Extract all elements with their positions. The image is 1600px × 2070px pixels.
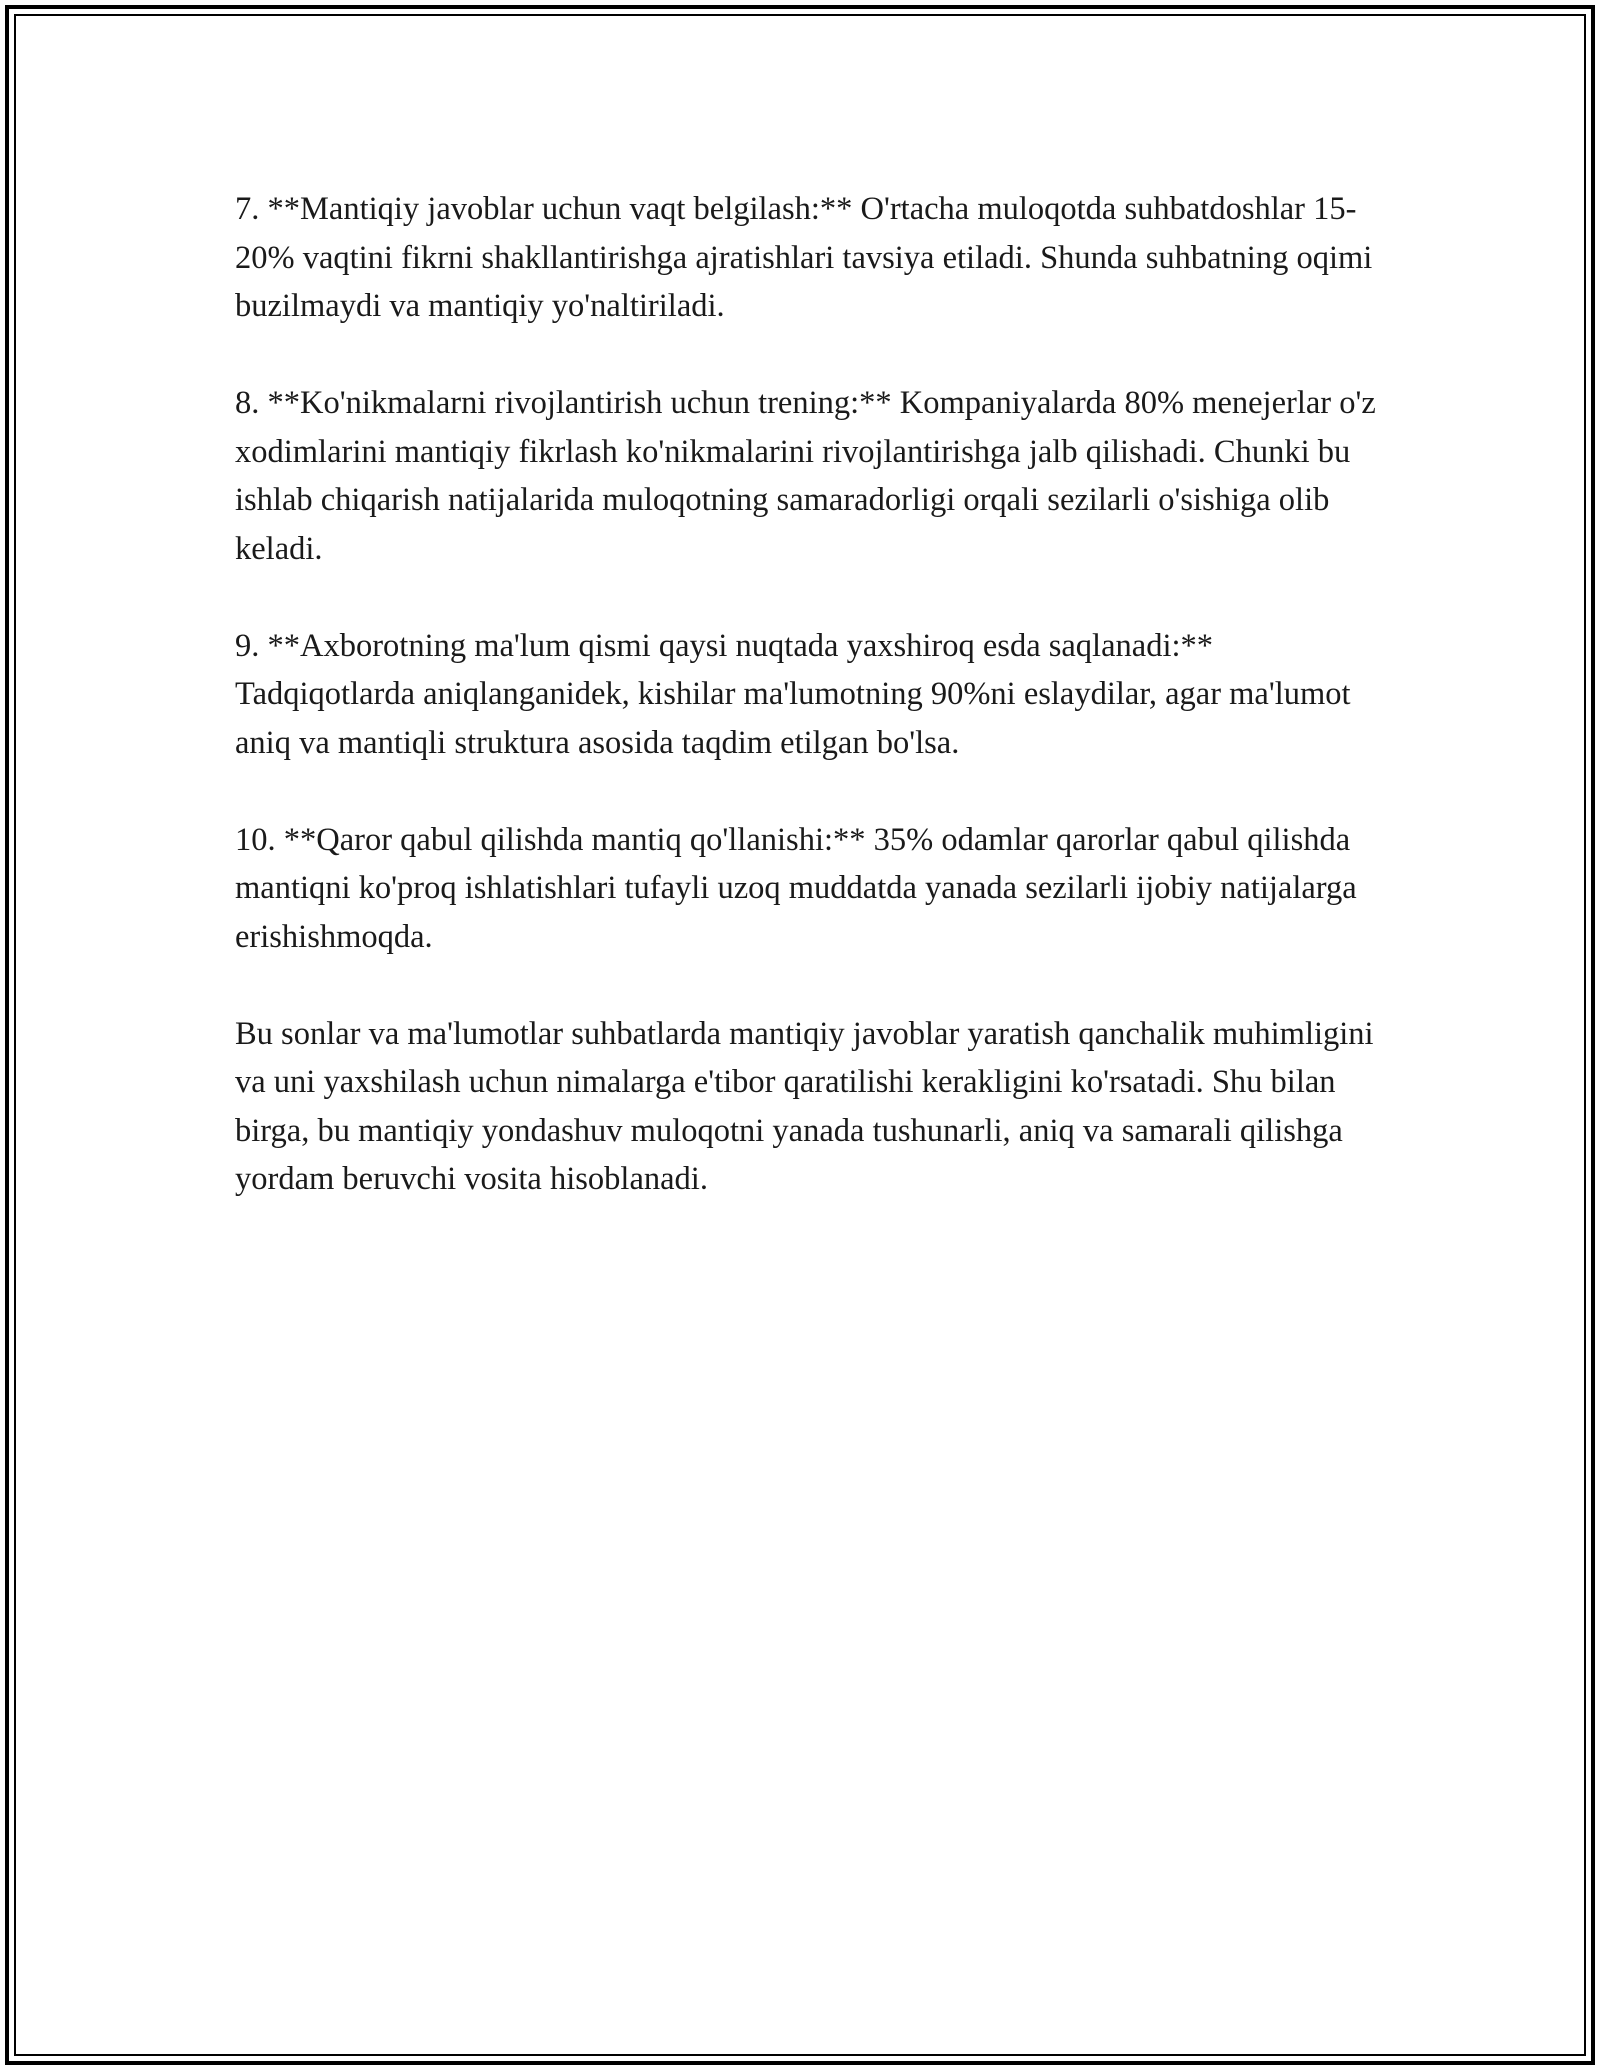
paragraph-item-10: 10. **Qaror qabul qilishda mantiq qo'llanishi:** 35% odamlar qarorlar qabul qilishda mantiqni ko'proq ishlatishlari tufayli uzoq muddatda yanada sezilarli ijobiy natijalarga erishishmoqda. [235, 821, 1357, 955]
paragraph-item-8: 8. **Ko'nikmalarni rivojlantirish uchun trening:** Kompaniyalarda 80% menejerlar o'z xodimlarini mantiqiy fikrlash ko'nikmalarini rivojlantirishga jalb qilishadi. Chunki bu ishlab chiqarish natijalarida muloqotning samaradorligi orqali sezilarli o'sishiga olib keladi. [235, 385, 1376, 567]
paragraph-item-7: 7. **Mantiqiy javoblar uchun vaqt belgilash:** O'rtacha muloqotda suhbatdoshlar 15-20% vaqtini fikrni shakllantirishga ajratishlari tavsiya etiladi. Shunda suhbatning oqimi buzilmaydi va mantiqiy yo'naltiriladi. [235, 191, 1373, 324]
paragraph-conclusion: Bu sonlar va ma'lumotlar suhbatlarda mantiqiy javoblar yaratish qanchalik muhimligini va uni yaxshilash uchun nimalarga e'tibor qaratilishi kerakligini ko'rsatadi. Shu bilan birga, bu mantiqiy yondashuv muloqotni yanada tushunarli, aniq va samarali qilishga yordam beruvchi vosita hisoblanadi. [235, 1015, 1374, 1197]
paragraph-item-9: 9. **Axborotning ma'lum qismi qaysi nuqtada yaxshiroq esda saqlanadi:** Tadqiqotlarda aniqlanganidek, kishilar ma'lumotning 90%ni eslaydilar, agar ma'lumot aniq va mantiqli struktura asosida taqdim etilgan bo'lsa. [235, 627, 1351, 761]
document-body [235, 185, 1395, 1252]
